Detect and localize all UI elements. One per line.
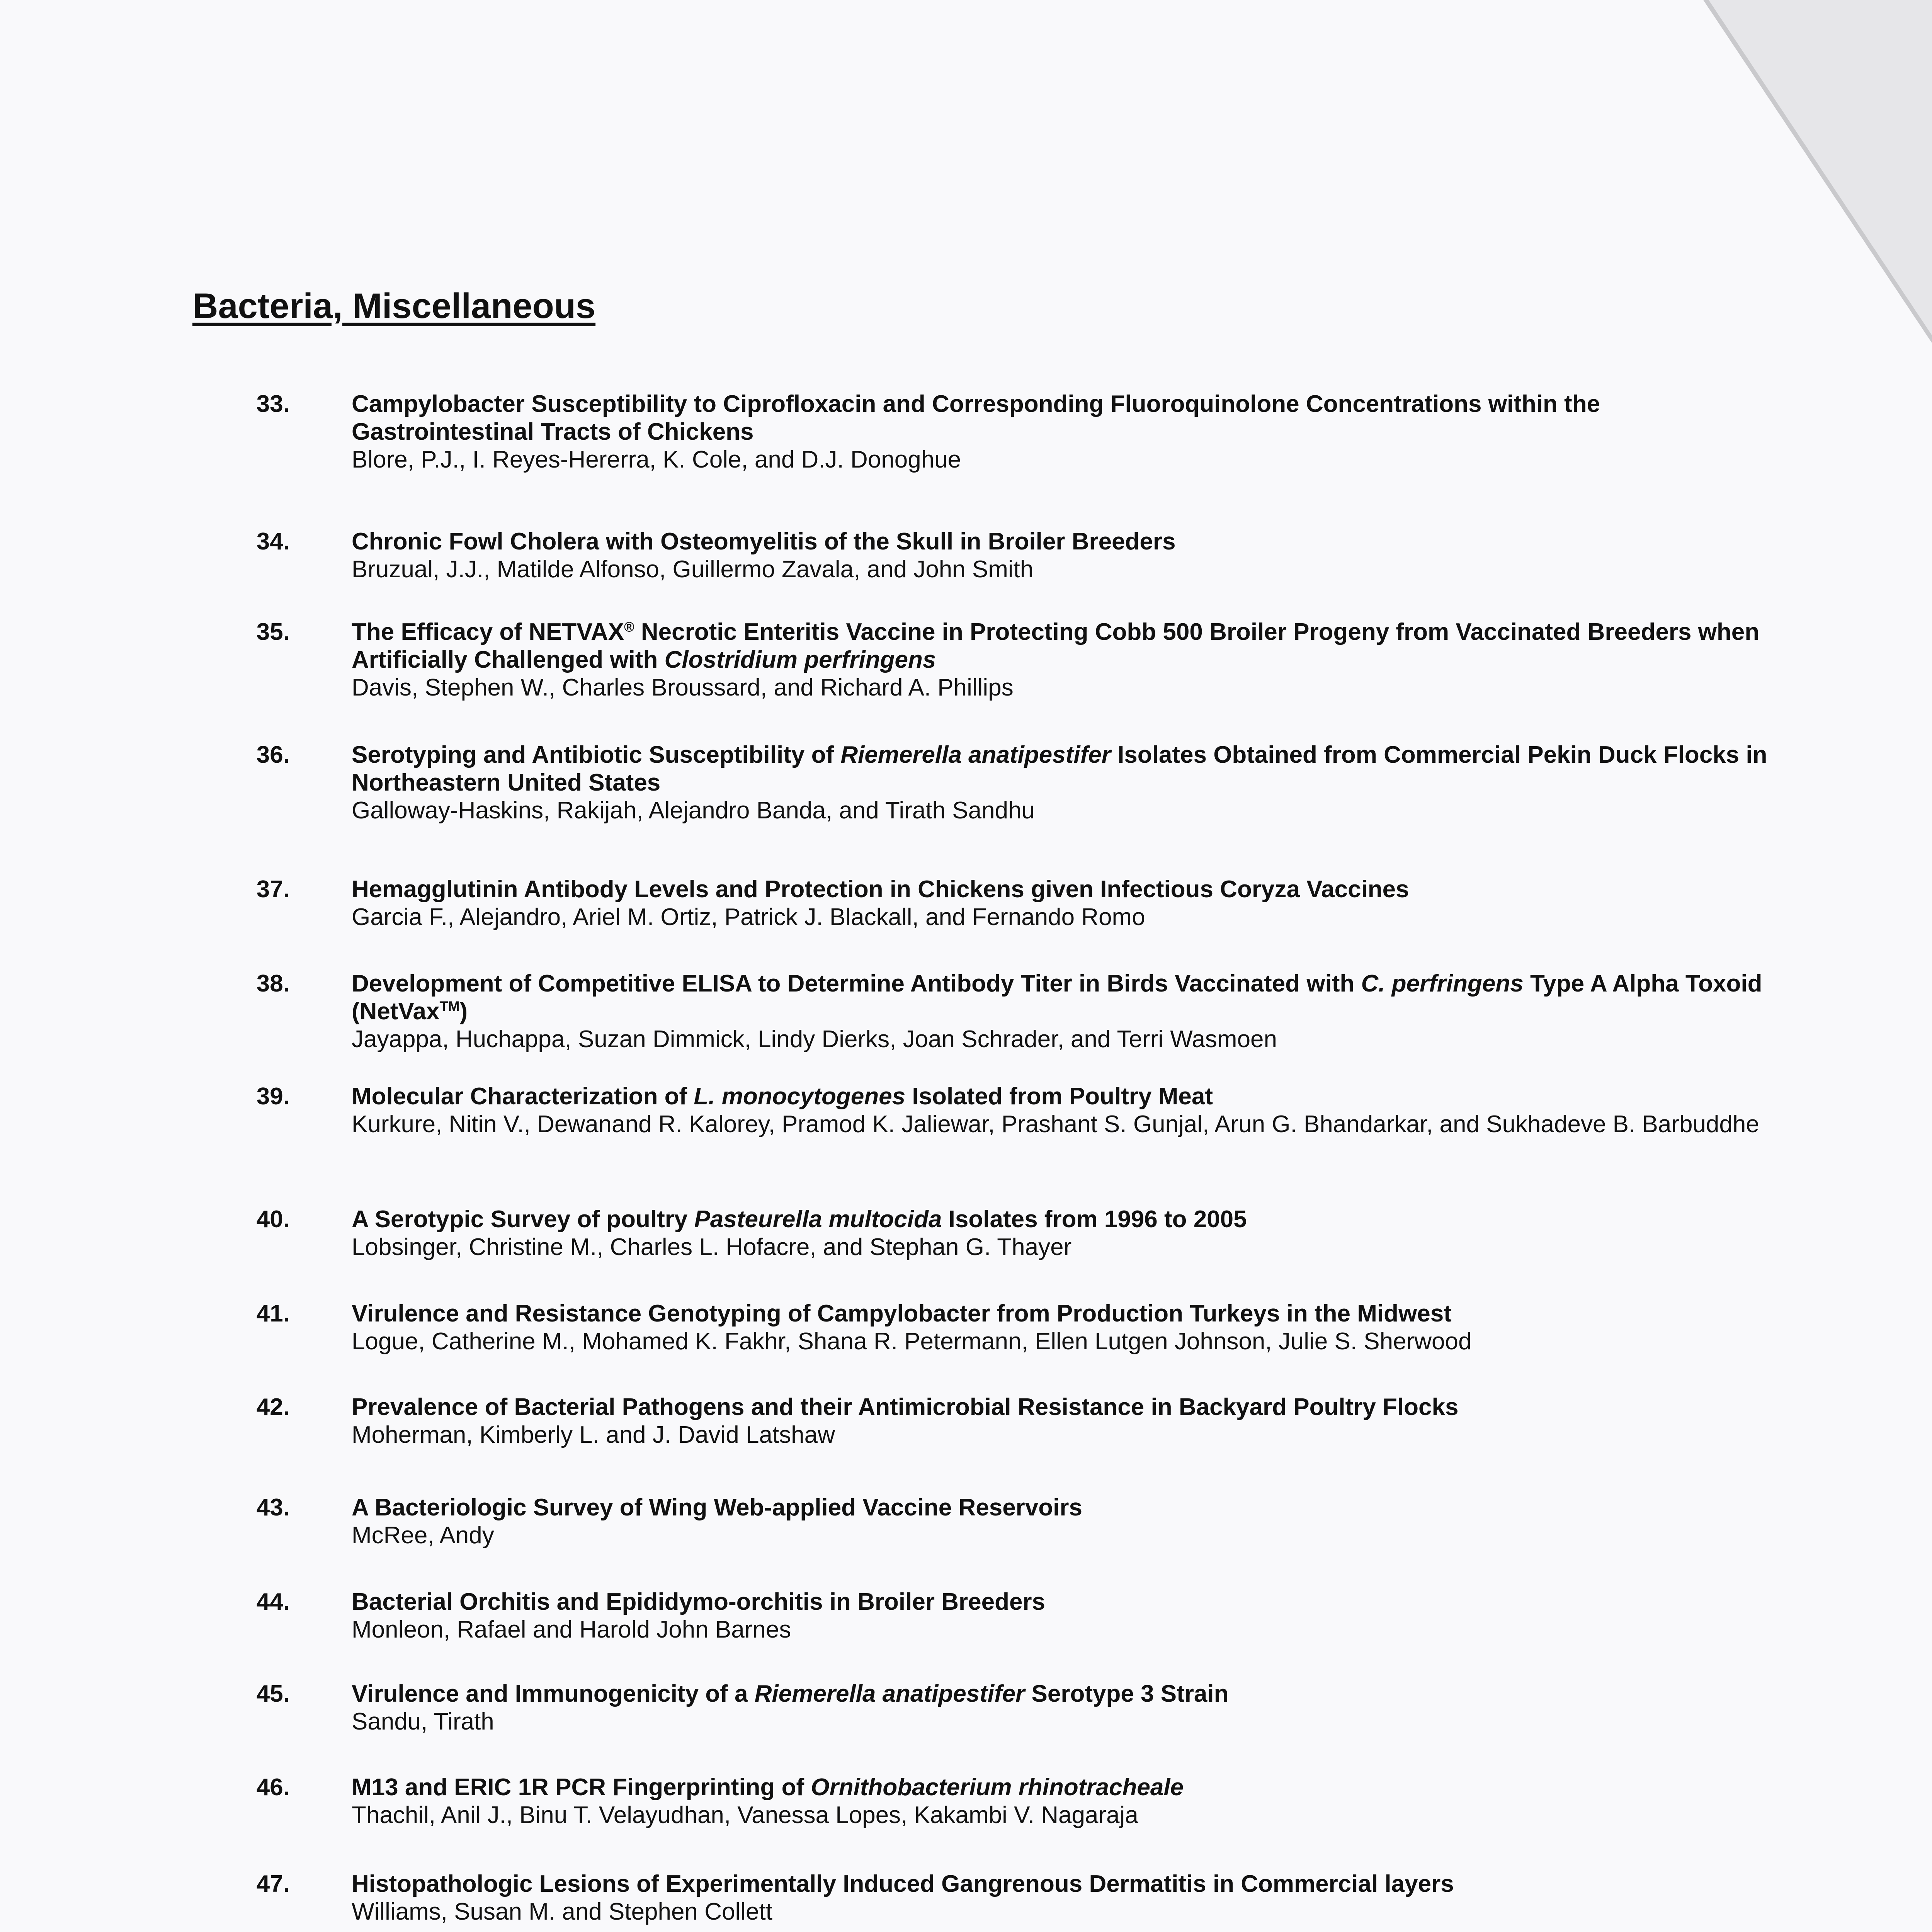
entry-title bbox=[352, 1300, 1785, 1328]
entry-number: 34. bbox=[256, 528, 290, 555]
entry-title bbox=[352, 1588, 1785, 1616]
entry-title bbox=[352, 1083, 1785, 1111]
entry-42 bbox=[256, 1393, 1785, 1449]
entry-number: 39. bbox=[256, 1083, 290, 1110]
entry-number: 35. bbox=[256, 619, 290, 645]
entry-46 bbox=[256, 1774, 1785, 1829]
entry-title bbox=[352, 741, 1785, 797]
entry-45 bbox=[256, 1680, 1785, 1736]
entry-title bbox=[352, 1494, 1785, 1522]
title-text: Serotype 3 Strain bbox=[1025, 1680, 1229, 1707]
entry-38 bbox=[256, 970, 1785, 1053]
title-text: Virulence and Immunogenicity of a bbox=[352, 1680, 755, 1707]
title-text: M13 and ERIC 1R PCR Fingerprinting of bbox=[352, 1774, 811, 1801]
entry-number: 45. bbox=[256, 1680, 290, 1707]
entry-number: 38. bbox=[256, 970, 290, 997]
title-italic: Riemerella anatipestifer bbox=[840, 742, 1111, 768]
title-text: ) bbox=[459, 998, 468, 1025]
title-text: Virulence and Resistance Genotyping of Campylobacter from Production Turkeys in the Midwest bbox=[352, 1300, 1452, 1327]
title-text: Development of Competitive ELISA to Determine Antibody Titer in Birds Vaccinated with bbox=[352, 970, 1361, 997]
title-text: Isolated from Poultry Meat bbox=[905, 1083, 1213, 1110]
title-text: Necrotic Enteritis Vaccine in Protecting Cobb 500 Broiler Progeny from Vaccinated Breeders when Artificially Challenged with bbox=[352, 619, 1760, 673]
entry-authors: Kurkure, Nitin V., Dewanand R. Kalorey, Pramod K. Jaliewar, Prashant S. Gunjal, Arun G. Bhandarkar, and Sukhadeve B. Barbuddhe bbox=[352, 1111, 1759, 1138]
entry-authors: Sandu, Tirath bbox=[352, 1708, 494, 1735]
title-italic: C. perfringens bbox=[1361, 970, 1524, 997]
title-text: Molecular Characterization of bbox=[352, 1083, 694, 1110]
entry-authors: Williams, Susan M. and Stephen Collett bbox=[352, 1898, 772, 1925]
entry-authors: Blore, P.J., I. Reyes-Hererra, K. Cole, and D.J. Donoghue bbox=[352, 446, 961, 473]
entry-title bbox=[352, 876, 1785, 903]
entry-authors: Davis, Stephen W., Charles Broussard, and Richard A. Phillips bbox=[352, 674, 1014, 701]
title-italic: Pasteurella multocida bbox=[694, 1206, 942, 1233]
entry-authors: Jayappa, Huchappa, Suzan Dimmick, Lindy Dierks, Joan Schrader, and Terri Wasmoen bbox=[352, 1026, 1277, 1053]
entry-number: 42. bbox=[256, 1394, 290, 1420]
title-text: The Efficacy of NETVAX bbox=[352, 619, 624, 645]
title-text: Prevalence of Bacterial Pathogens and their Antimicrobial Resistance in Backyard Poultry Flocks bbox=[352, 1394, 1459, 1420]
title-italic: Ornithobacterium rhinotracheale bbox=[811, 1774, 1184, 1801]
entry-41 bbox=[256, 1300, 1785, 1355]
entry-43 bbox=[256, 1494, 1785, 1549]
entry-title bbox=[352, 1680, 1785, 1708]
title-italic: Riemerella anatipestifer bbox=[754, 1680, 1025, 1707]
entry-authors: Monleon, Rafael and Harold John Barnes bbox=[352, 1616, 791, 1643]
title-italic: Clostridium perfringens bbox=[664, 646, 936, 673]
entry-number: 44. bbox=[256, 1588, 290, 1615]
entry-number: 37. bbox=[256, 876, 290, 903]
entry-authors: Bruzual, J.J., Matilde Alfonso, Guillermo Zavala, and John Smith bbox=[352, 556, 1034, 583]
entry-authors: Lobsinger, Christine M., Charles L. Hofacre, and Stephan G. Thayer bbox=[352, 1234, 1072, 1260]
trademark-mark: TM bbox=[439, 998, 460, 1014]
entry-34 bbox=[256, 528, 1785, 583]
entry-title bbox=[352, 1206, 1785, 1233]
entry-title bbox=[352, 1774, 1785, 1801]
entry-title bbox=[352, 528, 1785, 556]
title-text: Campylobacter Susceptibility to Ciprofloxacin and Corresponding Fluoroquinolone Concentrations within the Gastrointestinal Tracts of Chickens bbox=[352, 391, 1600, 445]
entry-number: 40. bbox=[256, 1206, 290, 1233]
entry-authors: Garcia F., Alejandro, Ariel M. Ortiz, Patrick J. Blackall, and Fernando Romo bbox=[352, 904, 1145, 930]
title-text: Type A Alpha Toxoid (NetVax bbox=[352, 970, 1762, 1025]
entry-authors: Thachil, Anil J., Binu T. Velayudhan, Vanessa Lopes, Kakambi V. Nagaraja bbox=[352, 1802, 1138, 1828]
title-text: Isolates Obtained from Commercial Pekin Duck Flocks in Northeastern United States bbox=[352, 742, 1767, 796]
title-text: Serotyping and Antibiotic Susceptibility of bbox=[352, 742, 841, 768]
entry-number: 47. bbox=[256, 1871, 290, 1897]
entry-47 bbox=[256, 1870, 1785, 1926]
entry-title bbox=[352, 1393, 1785, 1421]
entry-40 bbox=[256, 1206, 1785, 1261]
entry-title bbox=[352, 1870, 1785, 1898]
entry-title bbox=[352, 970, 1785, 1026]
entry-title bbox=[352, 618, 1785, 674]
entry-authors: Logue, Catherine M., Mohamed K. Fakhr, Shana R. Petermann, Ellen Lutgen Johnson, Julie S. Sherwood bbox=[352, 1328, 1472, 1355]
entry-44 bbox=[256, 1588, 1785, 1644]
entry-authors: Moherman, Kimberly L. and J. David Latshaw bbox=[352, 1422, 835, 1448]
entry-authors: Galloway-Haskins, Rakijah, Alejandro Banda, and Tirath Sandhu bbox=[352, 797, 1035, 824]
title-text: Histopathologic Lesions of Experimentally Induced Gangrenous Dermatitis in Commercial layers bbox=[352, 1871, 1454, 1897]
title-text: Hemagglutinin Antibody Levels and Protection in Chickens given Infectious Coryza Vaccines bbox=[352, 876, 1409, 903]
entry-authors: McRee, Andy bbox=[352, 1522, 494, 1549]
title-italic: L. monocytogenes bbox=[694, 1083, 906, 1110]
entry-37 bbox=[256, 876, 1785, 931]
title-text: Bacterial Orchitis and Epididymo-orchitis in Broiler Breeders bbox=[352, 1588, 1046, 1615]
title-text: A Serotypic Survey of poultry bbox=[352, 1206, 694, 1233]
entry-number: 46. bbox=[256, 1774, 290, 1801]
entry-number: 36. bbox=[256, 742, 290, 768]
entry-39 bbox=[256, 1083, 1785, 1138]
entry-title bbox=[352, 390, 1785, 446]
entry-number: 43. bbox=[256, 1494, 290, 1521]
title-text: Isolates from 1996 to 2005 bbox=[942, 1206, 1247, 1233]
entry-33 bbox=[256, 390, 1785, 474]
title-text: Chronic Fowl Cholera with Osteomyelitis of the Skull in Broiler Breeders bbox=[352, 528, 1176, 555]
registered-mark: ® bbox=[624, 619, 634, 635]
entry-number: 33. bbox=[256, 391, 290, 417]
title-text: A Bacteriologic Survey of Wing Web-applied Vaccine Reservoirs bbox=[352, 1494, 1082, 1521]
entry-35 bbox=[256, 618, 1785, 702]
section-heading: Bacteria, Miscellaneous bbox=[192, 286, 596, 326]
entry-36 bbox=[256, 741, 1785, 825]
entry-number: 41. bbox=[256, 1300, 290, 1327]
